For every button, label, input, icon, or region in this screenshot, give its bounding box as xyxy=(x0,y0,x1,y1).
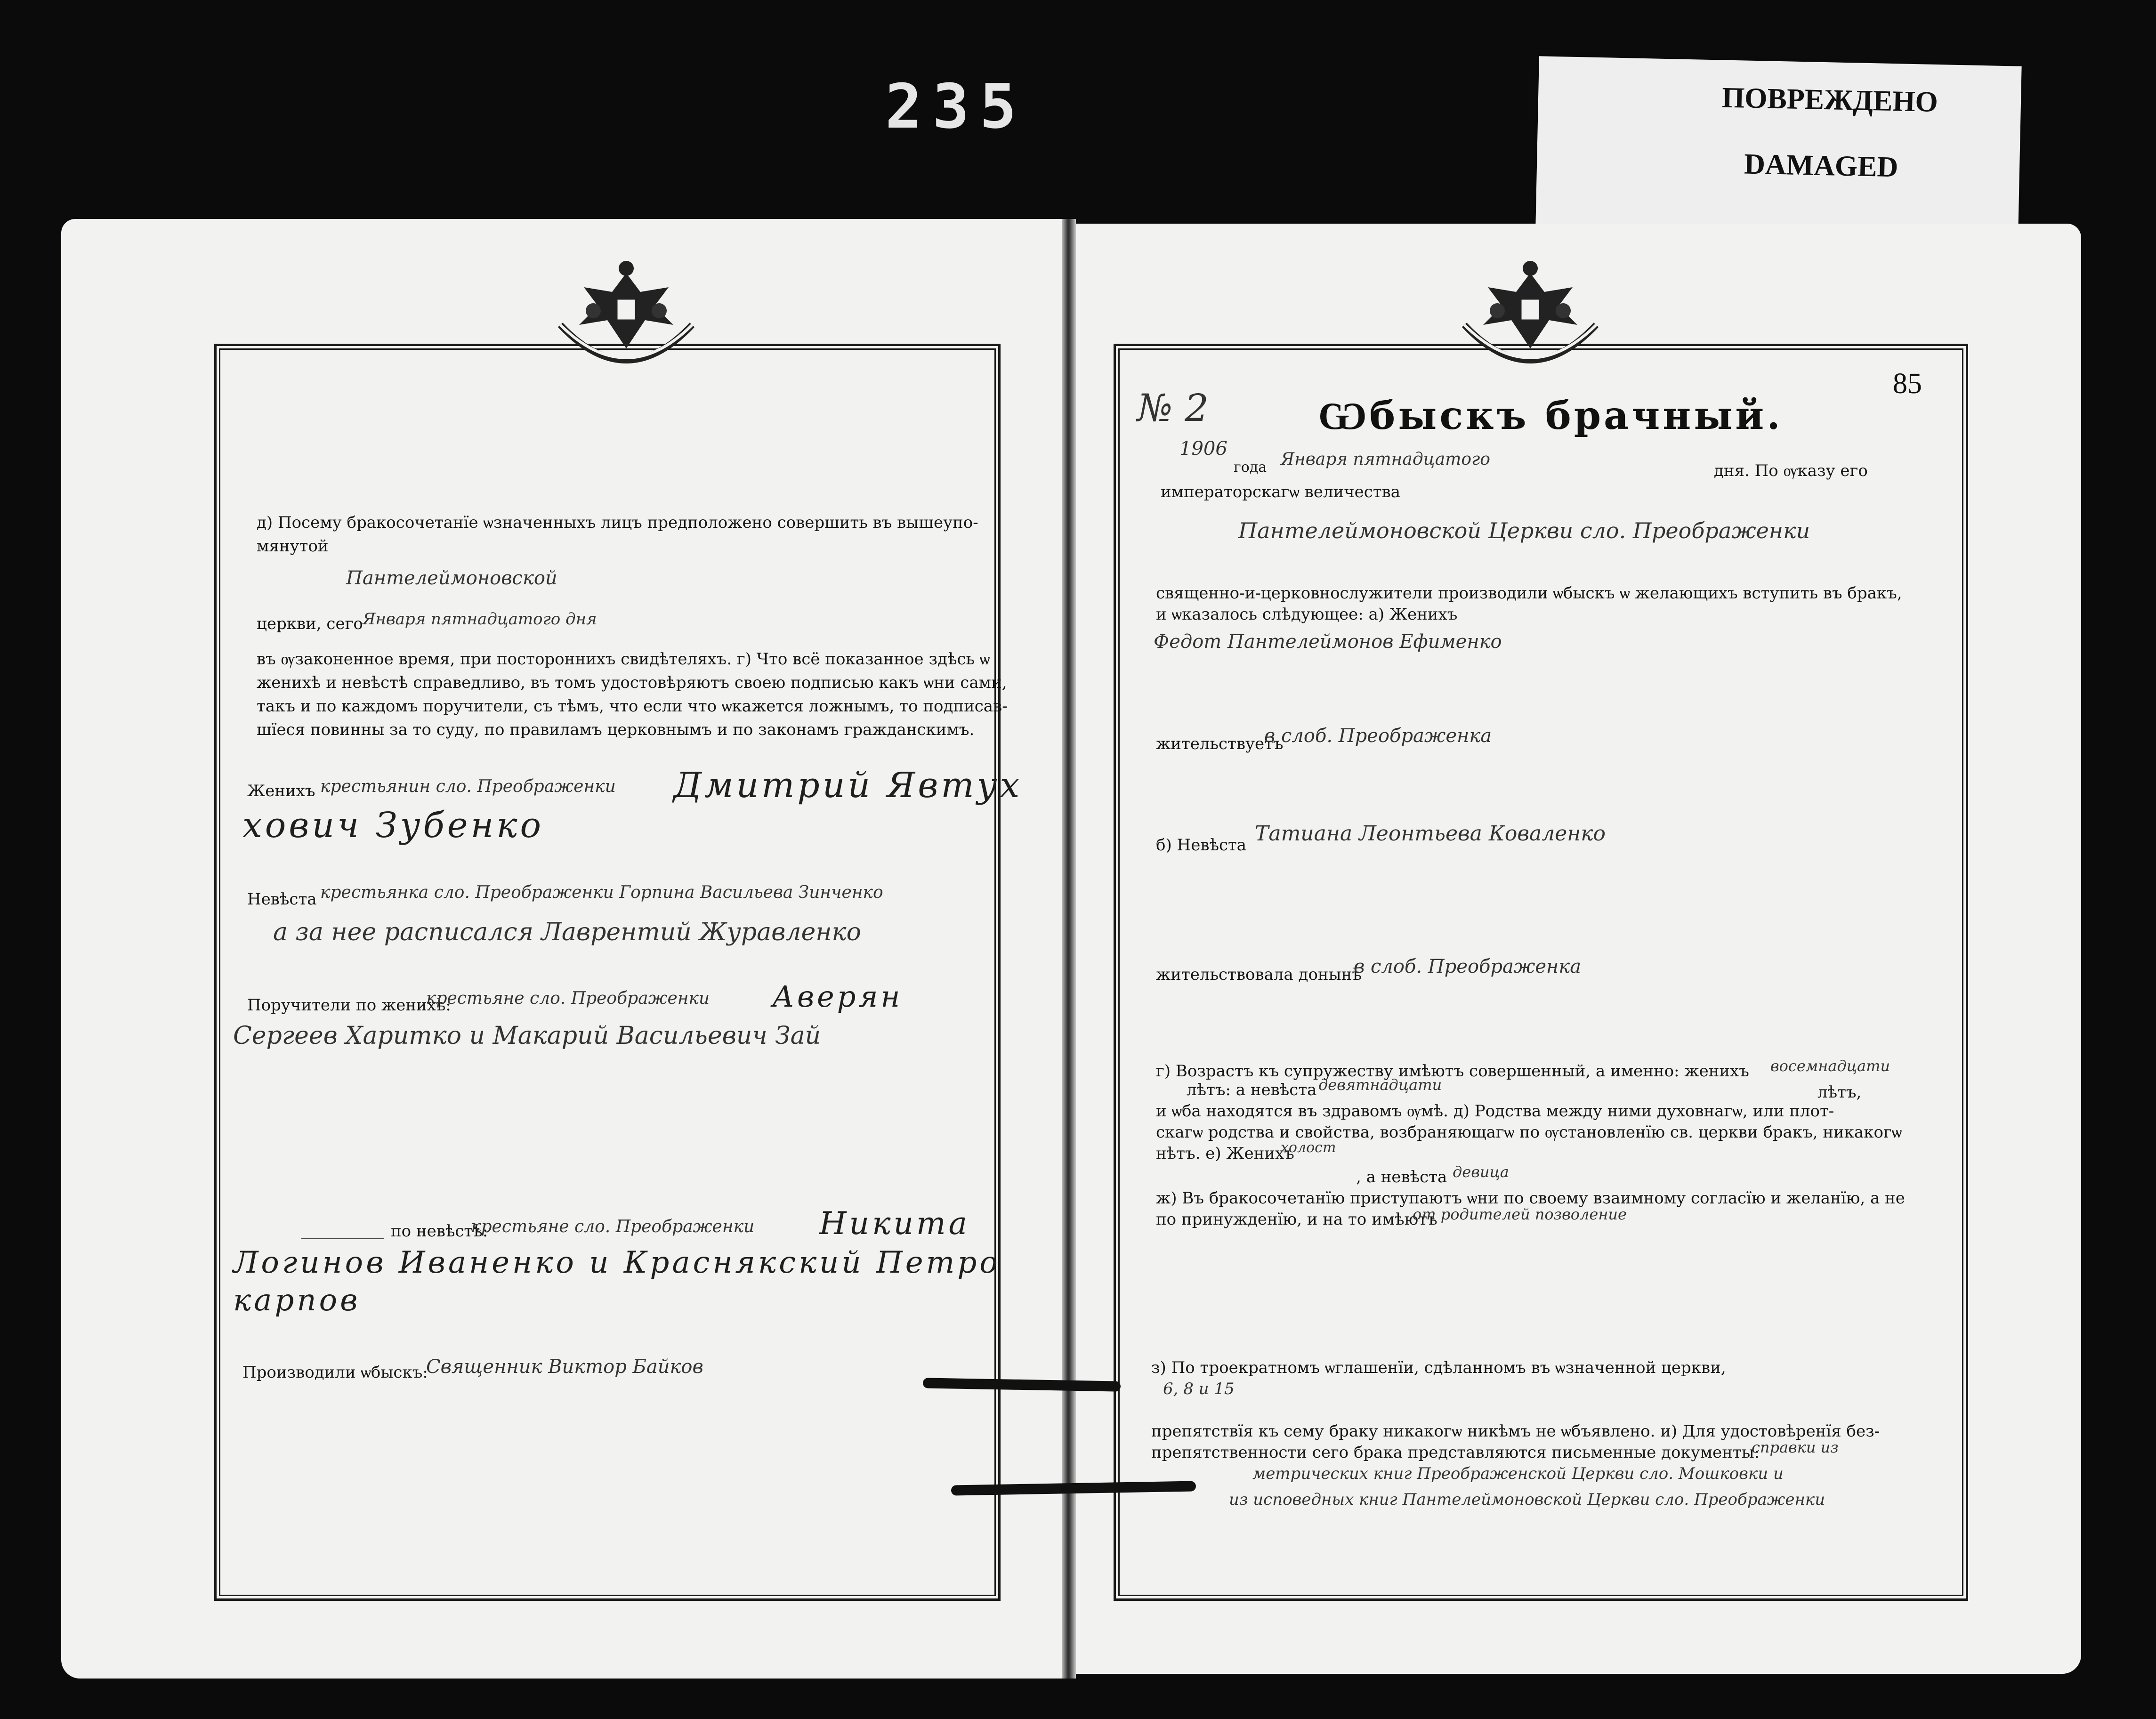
left-church-date: Января пятнадцатого дня xyxy=(363,610,597,629)
groom-residence: в слоб. Преображенка xyxy=(1264,725,1492,747)
bride-name: крестьянка сло. Преображенки Горпина Васильева Зинченко xyxy=(320,883,883,902)
groom-residence-label: жительствуетъ xyxy=(1156,734,1284,753)
consent-line1: ж) Въ бракосочетанїю приступаютъ ѡни по своему взаимному согласїю и желанїю, а не xyxy=(1156,1189,1905,1208)
guarantors-bride-origin: крестьяне сло. Преображенки xyxy=(471,1217,755,1236)
damaged-label-en: DAMAGED xyxy=(1744,148,1899,184)
bride-status-label: , а невѣста xyxy=(1356,1168,1447,1186)
book-gutter xyxy=(1062,219,1076,1679)
majesty-line: императорскагѡ величества xyxy=(1161,483,1401,501)
left-para-v-line2: мянутой xyxy=(257,537,329,556)
banns-line1: з) По троекратномъ ѡглашенїи, сдѣланномъ въ ѡзначенной церкви, xyxy=(1151,1358,1726,1377)
health-line3: нѣтъ. е) Женихъ xyxy=(1156,1144,1294,1163)
day-label: дня. По ѹказу его xyxy=(1714,461,1868,480)
guarantors-bride-signature3: карпов xyxy=(233,1283,361,1318)
guarantors-bride-signature1: Никита xyxy=(819,1205,970,1242)
bride-label: Невѣста xyxy=(247,890,317,909)
bride-age: девятнадцати xyxy=(1318,1076,1442,1094)
imperial-eagle-emblem-icon xyxy=(541,254,711,381)
documents-line2: метрических книг Преображенской Церкви сло. Мошковки и xyxy=(1252,1464,1784,1483)
guarantors-groom-signature2: Сергеев Харитко и Макарий Васильевич Зай xyxy=(233,1022,821,1050)
left-page-frame xyxy=(214,344,1001,1601)
left-para-line1: въ ѹзаконенное время, при постороннихъ свидѣтеляхъ. г) Что всё показанное здѣсь ѡ xyxy=(257,650,990,669)
left-church-name: Пантелеймоновской xyxy=(346,567,557,589)
guarantors-groom-origin: крестьяне сло. Преображенки xyxy=(426,989,710,1008)
bride-residence-label: жительствовала донынѣ xyxy=(1156,965,1362,984)
clergy-line2: и ѡказалось слѣдующее: а) Женихъ xyxy=(1156,605,1458,624)
performed-by-label: Производили ѡбыскъ: xyxy=(242,1363,428,1382)
documents-line3: из исповедных книг Пантелеймоновской Церкви сло. Преображенки xyxy=(1229,1490,1825,1509)
left-para-line3: такъ и по каждомъ поручители, съ тѣмъ, что если что ѡкажется ложнымъ, то подписав- xyxy=(257,697,1008,716)
groom-status: холост xyxy=(1281,1139,1336,1156)
age-line1: г) Возрастъ къ супружеству имѣютъ совершенный, а именно: женихъ xyxy=(1156,1062,1749,1081)
damaged-label-ru: ПОВРЕЖДЕНО xyxy=(1721,81,1938,119)
obstacles-line1: препятствїя къ сему браку никакогѡ никѣмъ не ѡбъявлено. и) Для удостовѣренїя без- xyxy=(1151,1422,1880,1441)
guarantors-bride-label: по невѣстѣ: xyxy=(391,1222,488,1241)
bride-residence: в слоб. Преображенка xyxy=(1354,956,1582,977)
right-church-name: Пантелеймоновской Церкви сло. Преображенки xyxy=(1238,518,1810,543)
record-number: № 2 xyxy=(1137,386,1209,430)
guarantors-groom-signature1: Аверян xyxy=(772,979,903,1014)
guarantors-bride-signature2: Логинов Иваненко и Краснякский Петро xyxy=(233,1245,1001,1280)
bride-status: девица xyxy=(1453,1163,1509,1181)
guarantors-groom-label: Поручители по женихѣ: xyxy=(247,996,451,1015)
consent-line2: по принужденїю, и на то имѣютъ xyxy=(1156,1210,1437,1229)
right-groom-name: Федот Пантелеймонов Ефименко xyxy=(1154,631,1502,653)
imperial-eagle-emblem-icon xyxy=(1445,254,1615,381)
obstacles-line2: препятственности сего брака представляются письменные документы: xyxy=(1151,1443,1760,1462)
consent-permission: от родителей позволение xyxy=(1413,1205,1627,1223)
groom-signature-line1: Дмитрий Явтух xyxy=(673,765,1023,806)
health-line1: и ѡба находятся въ здравомъ ѹмѣ. д) Родства между ними духовнагѡ, или плот- xyxy=(1156,1102,1834,1121)
banns-dates: 6, 8 и 15 xyxy=(1163,1380,1235,1398)
left-para-line2: женихѣ и невѣстѣ справедливо, въ томъ удостовѣряютъ своею подписью какъ ѡни сами, xyxy=(257,673,1007,692)
bride-signed-for: а за нее расписался Лаврентий Журавленко xyxy=(273,918,861,946)
groom-origin: крестьянин сло. Преображенки xyxy=(320,777,616,796)
damaged-label xyxy=(1535,56,2021,235)
groom-signature-line2: хович Зубенко xyxy=(242,805,544,846)
left-para-v-line1: д) Посему бракосочетанїе ѡзначенныхъ лицъ предположено совершить въ вышеупо- xyxy=(257,513,978,532)
left-church-prefix: церкви, сего xyxy=(257,614,363,633)
clergy-line1: священно-и-церковнослужители производили ѡбыскъ ѡ желающихъ вступить въ бракъ, xyxy=(1156,584,1902,603)
guarantors-bride-underline xyxy=(301,1238,384,1239)
year-label: года xyxy=(1234,459,1267,476)
record-month: Января пятнадцатого xyxy=(1281,450,1490,469)
health-line2: скагѡ родства и свойства, возбраняющагѡ по ѹстановленїю св. церкви бракъ, никакогѡ xyxy=(1156,1123,1902,1142)
age-line2-a: лѣтъ: а невѣста xyxy=(1187,1081,1317,1099)
document-title: Ѡбыскъ брачный. xyxy=(1318,393,1783,438)
age-line2-b: лѣтъ, xyxy=(1817,1083,1862,1102)
groom-age: восемнадцати xyxy=(1770,1057,1890,1075)
frame-number: 235 xyxy=(885,71,1027,142)
record-year: 1906 xyxy=(1179,438,1227,460)
groom-label: Женихъ xyxy=(247,782,315,800)
performed-by-priest: Священник Виктор Байков xyxy=(426,1356,703,1378)
documents-line1: справки из xyxy=(1752,1438,1839,1456)
right-bride-label: б) Невѣста xyxy=(1156,836,1247,855)
page-number: 85 xyxy=(1893,368,1922,400)
left-para-line4: шїеся повинны за то суду, по правиламъ церковнымъ и по законамъ гражданскимъ. xyxy=(257,720,975,739)
right-bride-name: Татиана Леонтьева Коваленко xyxy=(1255,822,1606,846)
